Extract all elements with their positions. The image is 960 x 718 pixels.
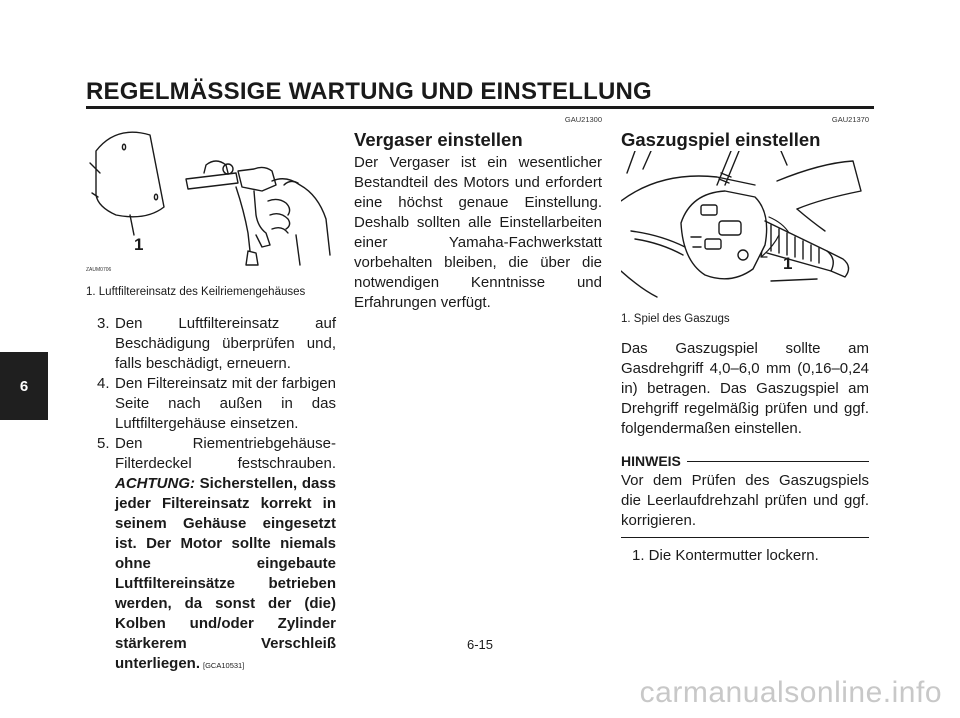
- step-text: Den Filtereinsatz mit der farbigen Seite nach außen in das Luftfiltergehäuse einsetzen.: [115, 375, 336, 432]
- section-title-carburetor: Vergaser einstellen: [354, 129, 523, 150]
- carburetor-text: Der Vergaser ist ein wesentlicher Bestandteil des Motors und erfordert eine höchst genaue Einstellung. Deshalb sollten alle Einstellarbeiten einer Yamaha-Fachwerkstatt vorbehalten bleiben, die über die notwendigen Kenntnisse und Erfahrungen verfügt.: [354, 154, 602, 311]
- step-number: 4.: [97, 375, 110, 392]
- right-column: [621, 115, 869, 566]
- note-text: Vor dem Prüfen des Gaszugspiels die Leerlaufdrehzahl prüfen und ggf. korrigieren.: [621, 472, 869, 529]
- section-title-throttle-cable: Gaszugspiel einstellen: [621, 129, 821, 150]
- figure-caption: 1. Luftfiltereinsatz des Keilriemengehäuses: [86, 286, 306, 298]
- page-number: 6-15: [466, 637, 494, 652]
- warning-text: Sicherstellen, dass jeder Filtereinsatz korrekt in seinem Gehäuse eingesetzt ist. Der Motor sollte niemals ohne eingebaute Luftfiltereinsätze betrieben werden, da sonst der (die) Kolben und/oder Zylinder stärkerem Verschleiß unterliegen.: [115, 475, 337, 672]
- step-list: [86, 314, 336, 676]
- chapter-tab: 6: [0, 352, 48, 420]
- section-code: GAU21300: [564, 115, 602, 124]
- middle-column: [354, 115, 602, 313]
- note-rule: [687, 461, 869, 462]
- air-filter-figure: [86, 115, 336, 280]
- figure-caption: 1. Spiel des Gaszugs: [621, 313, 730, 325]
- watermark: carmanualsonline.info: [639, 676, 942, 709]
- warning-code: [GCA10531]: [203, 661, 245, 670]
- note-label: HINWEIS: [621, 453, 681, 469]
- throttle-text: Das Gaszugspiel sollte am Gasdrehgriff 4,0–6,0 mm (0,16–0,24 in) betragen. Das Gaszugspiel am Drehgriff regelmäßig prüfen und ggf. folgendermaßen einstellen.: [621, 340, 869, 437]
- step-text: Den Riementriebgehäuse-Filterdeckel festschrauben.: [115, 435, 336, 472]
- warning-label: ACHTUNG:: [115, 475, 195, 492]
- section-code: GAU21370: [831, 115, 869, 124]
- step-text: Den Luftfiltereinsatz auf Beschädigung überprüfen und, falls beschädigt, erneuern.: [115, 315, 336, 372]
- air-filter-illustration: [86, 115, 336, 275]
- page-header-title: REGELMÄSSIGE WARTUNG UND EINSTELLUNG: [86, 78, 652, 105]
- throttle-grip-illustration: [621, 151, 869, 306]
- step-item: [86, 374, 336, 434]
- note-box: [621, 453, 869, 538]
- figure-callout: 1: [134, 235, 144, 254]
- step-item: 1. Die Kontermutter lockern.: [632, 547, 819, 564]
- throttle-figure: [621, 151, 869, 311]
- note-header: [621, 453, 869, 469]
- figure-callout: 1: [783, 254, 793, 273]
- step-number: 5.: [97, 435, 110, 452]
- header-rule: [86, 106, 874, 109]
- step-item: [86, 314, 336, 374]
- step-number: 3.: [97, 315, 110, 332]
- figure-code: ZAUM0706: [86, 267, 112, 273]
- left-column: [86, 115, 336, 676]
